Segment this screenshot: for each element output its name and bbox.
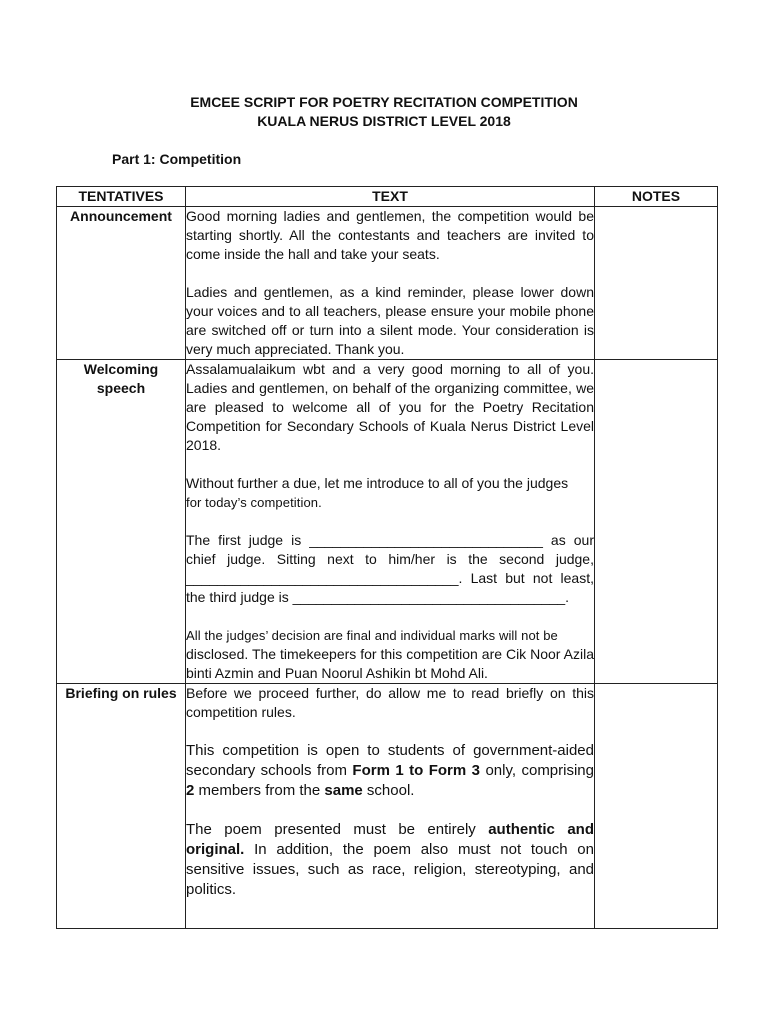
notes-cell: [595, 684, 718, 929]
rule-text: members from the: [194, 782, 325, 799]
rule-text: The poem presented must be entirely: [186, 821, 489, 838]
rule-text: school.: [362, 782, 415, 799]
document-subtitle: KUALA NERUS DISTRICT LEVEL 2018: [257, 113, 511, 129]
paragraph: Good morning ladies and gentlemen, the competition would be starting shortly. All the contestants and teachers are invited to come inside the hall and take your seats.: [186, 208, 594, 262]
header-notes: NOTES: [595, 187, 718, 207]
table-row: [57, 207, 718, 360]
paragraph: All the judges’ decision are final and individual marks will not be: [186, 628, 558, 643]
paragraph: Before we proceed further, do allow me to read briefly on this competition rules.: [186, 685, 594, 720]
header-text: TEXT: [186, 187, 595, 207]
table-row: [57, 360, 718, 684]
paragraph: for today’s competition.: [186, 495, 322, 510]
rule-paragraph: [186, 741, 594, 801]
rule-emphasis: same: [324, 782, 363, 799]
paragraph: Assalamualaikum wbt and a very good morning to all of you. Ladies and gentlemen, on behalf of the organizing committee, we are pleased to welcome all of you for the Poetry Recitation Competition for Secondary Schools of Kuala Nerus District Level 2018.: [186, 361, 594, 453]
text-cell: [186, 360, 595, 684]
notes-cell: [595, 360, 718, 684]
paragraph: Ladies and gentlemen, as a kind reminder, please lower down your voices and to all teachers, please ensure your mobile phone are switched off or turn into a silent mode. Your consideration is very much appreciated. Thank you.: [186, 284, 594, 357]
notes-cell: [595, 207, 718, 360]
text-cell: [186, 684, 595, 929]
rule-text: only, comprising: [480, 762, 594, 779]
header-tentatives: TENTATIVES: [57, 187, 186, 207]
tentative-cell: [57, 360, 186, 684]
table-row: [57, 684, 718, 929]
part-heading: Part 1: Competition: [112, 151, 242, 167]
rule-text: In addition, the poem also must not touch on sensitive issues, such as race, religion, stereotyping, and politics.: [186, 841, 594, 898]
tentative-cell: Briefing on rules: [57, 684, 186, 929]
tentative-label: Welcoming speech: [83, 361, 159, 396]
rule-emphasis: 2: [186, 782, 195, 799]
rule-paragraph: [186, 820, 594, 900]
rule-emphasis: authentic and original.: [186, 821, 594, 858]
rule-emphasis: Form 1 to Form 3: [352, 762, 481, 779]
paragraph: disclosed. The timekeepers for this competition are Cik Noor Azila binti Azmin and Puan Noorul Ashikin bt Mohd Ali.: [186, 646, 594, 681]
document-title: EMCEE SCRIPT FOR POETRY RECITATION COMPETITION: [190, 94, 578, 110]
tentative-cell: Announcement: [57, 207, 186, 360]
text-cell: [186, 207, 595, 360]
paragraph: The first judge is ______________________________ as our chief judge. Sitting next to him/her is the second judge, ___________________________________. Last but not least, the third judge is ___________________________________.: [186, 532, 594, 605]
rule-text: This competition is open to students of government-aided secondary schools from: [186, 742, 594, 779]
paragraph: Without further a due, let me introduce to all of you the judges: [186, 475, 569, 491]
table-header-row: [57, 187, 718, 207]
script-table: [56, 186, 718, 929]
